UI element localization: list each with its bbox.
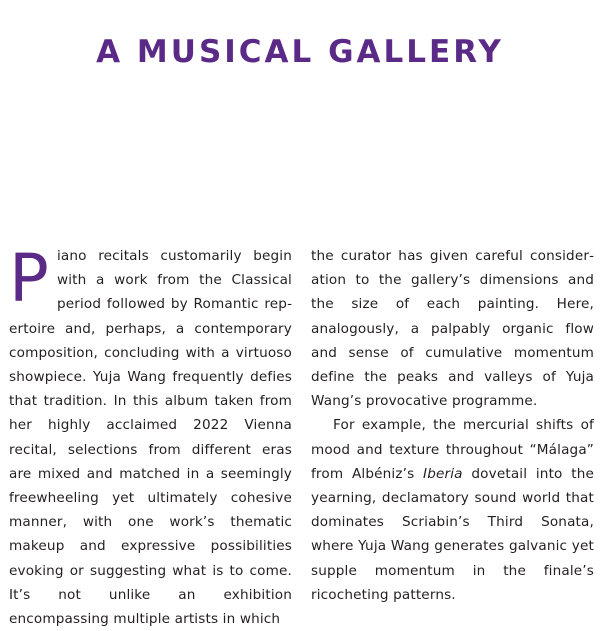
paragraph-text: dovetail into the yearning, declamatory sound world that dominates Scriabin’s Third Sonata, where Yuja Wang generates galvanic yet supple momentum in the finale’s ricocheting patterns. (311, 465, 594, 603)
body-paragraph-example (311, 413, 594, 607)
paragraph-text: iano recitals customarily begin with a work from the Classical period followed by Romantic repertoire and, perhaps, a contemporary composition, concluding with a virtuoso showpiece. Yuja Wang frequently defies that tradition. In this album taken from her highly acclaimed 2022 Vienna recital, selections from different eras are mixed and matched in a seemingly freewheeling yet ultimately cohesive manner, with one work’s thematic makeup and expressive possibilities evoking or suggesting what is to come. It’s not unlike an exhibition encompassing multiple artists in which (9, 248, 292, 628)
paragraph-text: For example, the mercurial shifts of mood and texture throughout “Málaga” from Albéniz’s (311, 417, 594, 482)
right-column (311, 244, 594, 607)
left-column (9, 240, 292, 631)
album-title-italic: Iberia (423, 465, 463, 482)
page-title: A MUSICAL GALLERY (96, 34, 504, 70)
body-paragraph (9, 240, 292, 631)
drop-cap: P (9, 240, 49, 317)
body-paragraph: the curator has given careful consideration to the gallery’s dimensions and the size of each painting. Here, analogously, a palpably organic flow and sense of cumulative momentum define the peaks and valleys of Yuja Wang’s provocative programme. (311, 248, 594, 410)
